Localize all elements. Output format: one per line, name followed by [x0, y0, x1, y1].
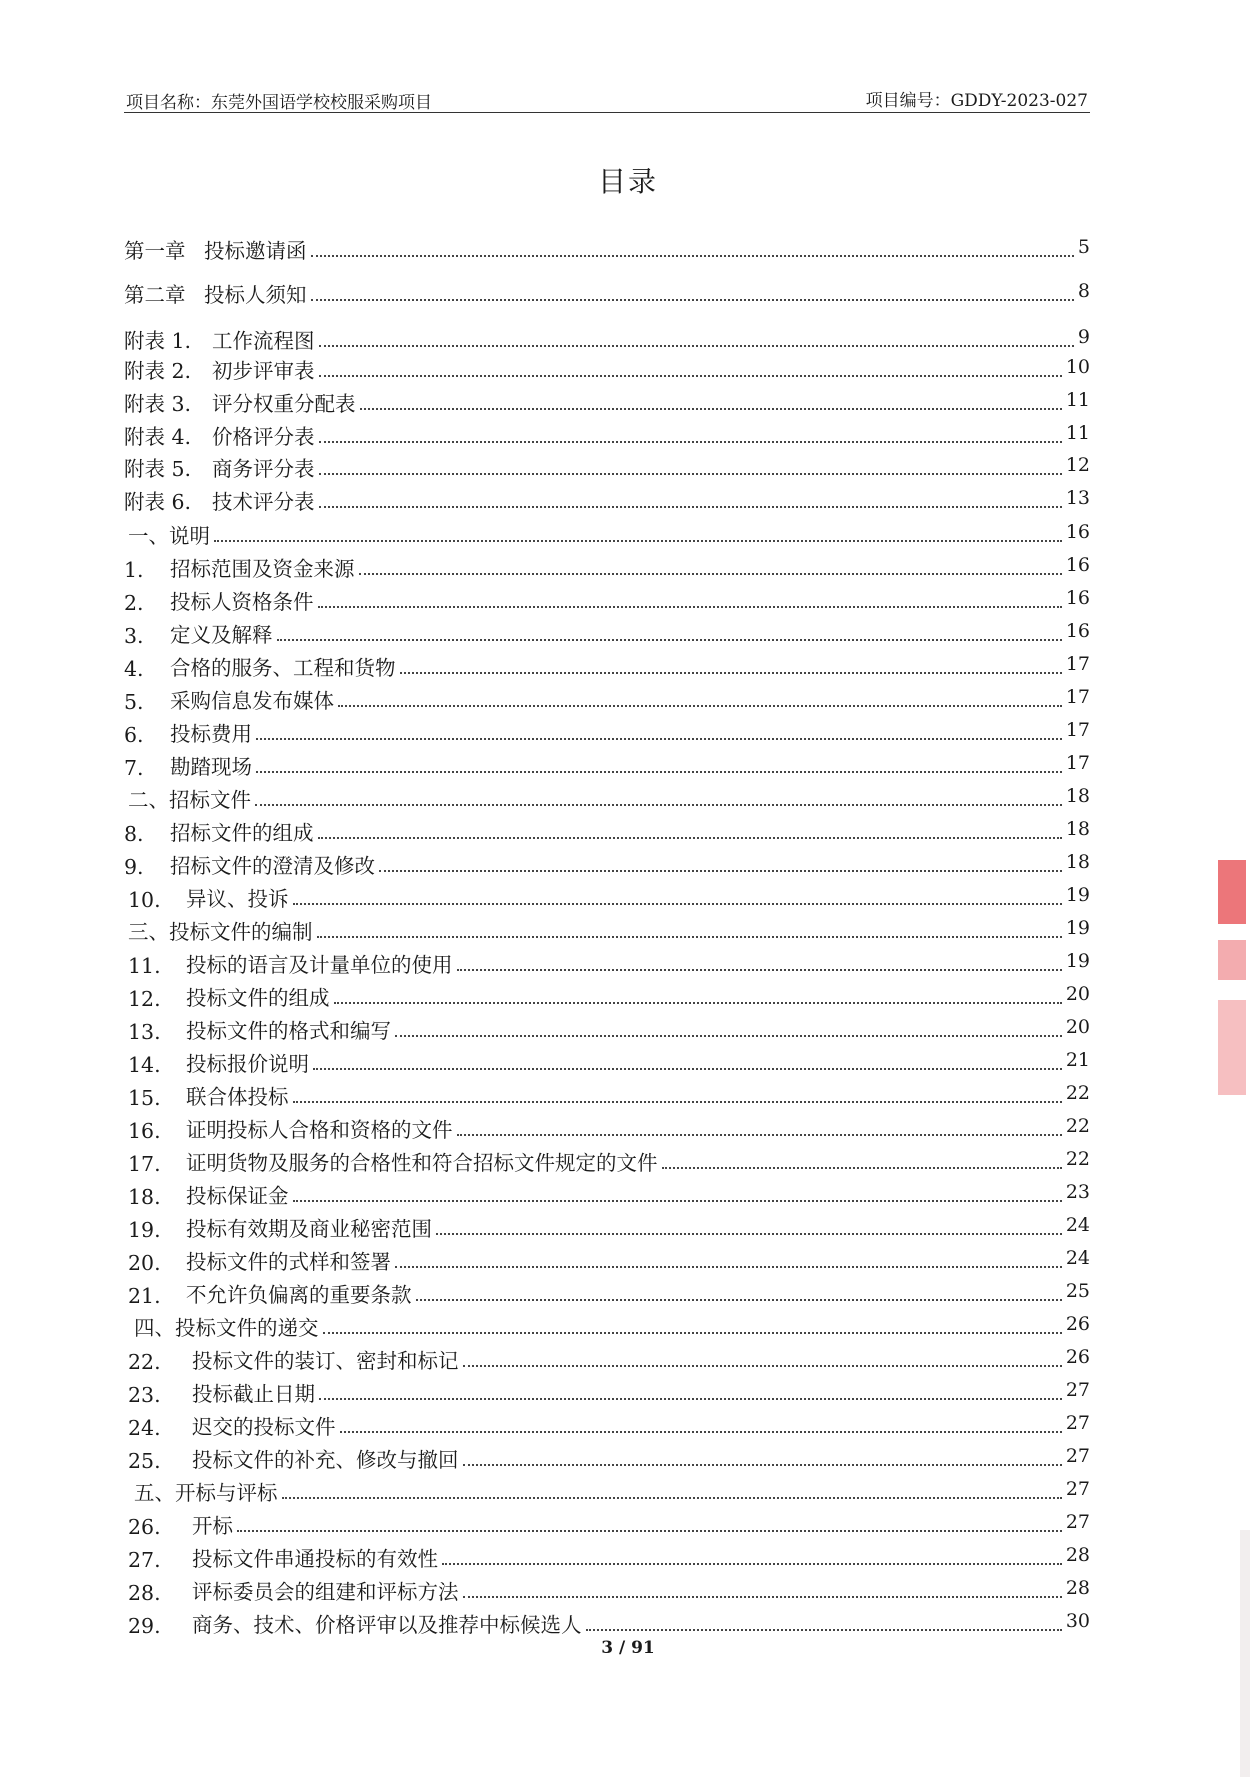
toc-page-number: 27: [1065, 1511, 1090, 1533]
toc-leader-dots: [457, 969, 1062, 971]
toc-label: 商务、技术、价格评审以及推荐中标候选人: [192, 1613, 582, 1637]
toc-entry[interactable]: [124, 948, 1090, 978]
toc-entry[interactable]: [124, 816, 1090, 846]
toc-entry[interactable]: [124, 915, 1090, 945]
toc-leader-dots: [311, 255, 1074, 257]
toc-entry[interactable]: [124, 1113, 1090, 1143]
toc-entry[interactable]: [124, 387, 1090, 417]
toc-number: 25.: [128, 1449, 161, 1473]
toc-page-number: 18: [1065, 851, 1090, 873]
toc-page-number: 5: [1077, 236, 1090, 258]
toc-page-number: 18: [1065, 818, 1090, 840]
toc-entry[interactable]: [124, 420, 1090, 450]
toc-entry[interactable]: [124, 717, 1090, 747]
toc-leader-dots: [340, 1431, 1062, 1433]
toc-entry[interactable]: [124, 618, 1090, 648]
toc-leader-dots: [338, 705, 1062, 707]
toc-page-number: 16: [1065, 620, 1090, 642]
toc-label: 招标文件的澄清及修改: [170, 854, 375, 878]
toc-label: 商务评分表: [212, 457, 315, 481]
toc-entry[interactable]: [124, 324, 1090, 354]
toc-entry[interactable]: [124, 1410, 1090, 1440]
toc-leader-dots: [319, 473, 1062, 475]
toc-label: 技术评分表: [212, 490, 315, 514]
toc-leader-dots: [319, 441, 1062, 443]
toc-number: 14.: [128, 1053, 161, 1077]
toc-entry[interactable]: [124, 1608, 1090, 1638]
red-seal-mark: [1218, 940, 1246, 980]
toc-page-number: 30: [1065, 1610, 1090, 1632]
toc-entry[interactable]: [124, 1146, 1090, 1176]
toc-number: 10.: [128, 888, 161, 912]
toc-number: 5.: [124, 690, 144, 714]
toc-page-number: 17: [1065, 653, 1090, 675]
toc-label: 投标文件串通投标的有效性: [192, 1547, 438, 1571]
toc-number: 7.: [124, 756, 144, 780]
toc-label: 证明货物及服务的合格性和符合招标文件规定的文件: [186, 1151, 658, 1175]
toc-leader-dots: [463, 1365, 1062, 1367]
toc-label: 投标文件的式样和签署: [186, 1250, 391, 1274]
toc-number: 29.: [128, 1614, 161, 1638]
toc-label: 工作流程图: [212, 329, 315, 353]
toc-page-number: 17: [1065, 719, 1090, 741]
toc-leader-dots: [293, 1101, 1062, 1103]
toc-page-number: 22: [1065, 1082, 1090, 1104]
toc-leader-dots: [442, 1563, 1062, 1565]
toc-entry[interactable]: [124, 519, 1090, 549]
toc-number: 26.: [128, 1515, 161, 1539]
toc-label: 评标委员会的组建和评标方法: [192, 1580, 459, 1604]
toc-leader-dots: [360, 408, 1062, 410]
toc-label: 价格评分表: [212, 425, 315, 449]
toc-label: 投标文件的装订、密封和标记: [192, 1349, 459, 1373]
toc-page-number: 18: [1065, 785, 1090, 807]
toc-label: 开标: [192, 1514, 233, 1538]
toc-entry[interactable]: [124, 684, 1090, 714]
scan-edge: [1240, 1530, 1250, 1777]
toc-label: 五、开标与评标: [134, 1481, 278, 1505]
toc-page-number: 16: [1065, 587, 1090, 609]
toc-page-number: 22: [1065, 1115, 1090, 1137]
toc-page-number: 27: [1065, 1412, 1090, 1434]
toc-entry[interactable]: [124, 1542, 1090, 1572]
toc-number: 12.: [128, 987, 161, 1011]
toc-label: 投标保证金: [186, 1184, 289, 1208]
toc-number: 1.: [124, 558, 144, 582]
toc-page-number: 27: [1065, 1478, 1090, 1500]
toc-leader-dots: [319, 375, 1062, 377]
toc-label: 投标截止日期: [192, 1382, 315, 1406]
toc-page-number: 19: [1065, 884, 1090, 906]
toc-page-number: 17: [1065, 752, 1090, 774]
toc-label: 投标人须知: [204, 283, 307, 307]
toc-leader-dots: [395, 1266, 1062, 1268]
page-title: 目录: [597, 165, 658, 198]
toc-entry[interactable]: [124, 1047, 1090, 1077]
toc-leader-dots: [282, 1497, 1062, 1499]
toc-number: 19.: [128, 1218, 161, 1242]
toc-label: 投标邀请函: [204, 239, 307, 263]
toc-leader-dots: [237, 1530, 1062, 1532]
toc-number: 24.: [128, 1416, 161, 1440]
toc-leader-dots: [395, 1035, 1062, 1037]
toc-number: 21.: [128, 1284, 161, 1308]
toc-label: 投标的语言及计量单位的使用: [186, 953, 453, 977]
toc-entry[interactable]: [124, 1212, 1090, 1242]
toc-leader-dots: [313, 1068, 1062, 1070]
toc-entry[interactable]: [124, 882, 1090, 912]
toc-label: 投标报价说明: [186, 1052, 309, 1076]
toc-page-number: 13: [1065, 487, 1090, 509]
toc-page-number: 16: [1065, 521, 1090, 543]
toc-page-number: 8: [1077, 280, 1090, 302]
toc-page-number: 24: [1065, 1214, 1090, 1236]
toc-label: 证明投标人合格和资格的文件: [186, 1118, 453, 1142]
toc-number: 16.: [128, 1119, 161, 1143]
toc-entry[interactable]: [124, 783, 1090, 813]
toc-leader-dots: [463, 1464, 1062, 1466]
toc-leader-dots: [255, 804, 1062, 806]
toc-entry[interactable]: [124, 585, 1090, 615]
toc-number: 附表 1.: [124, 329, 192, 353]
toc-number: 附表 4.: [124, 425, 192, 449]
toc-leader-dots: [457, 1134, 1062, 1136]
project-name: 项目名称：东莞外国语学校校服采购项目: [126, 93, 432, 113]
toc-page-number: 27: [1065, 1379, 1090, 1401]
toc-number: 11.: [128, 954, 161, 978]
toc-leader-dots: [379, 870, 1062, 872]
toc-page-number: 20: [1065, 983, 1090, 1005]
toc-leader-dots: [214, 540, 1062, 542]
toc-number: 13.: [128, 1020, 161, 1044]
toc-leader-dots: [586, 1629, 1062, 1631]
toc-leader-dots: [293, 903, 1062, 905]
toc-number: 9.: [124, 855, 144, 879]
toc-entry[interactable]: [124, 354, 1090, 384]
toc-label: 定义及解释: [170, 623, 273, 647]
toc-label: 一、说明: [128, 524, 210, 548]
toc-page-number: 19: [1065, 950, 1090, 972]
toc-number: 附表 2.: [124, 359, 192, 383]
toc-number: 17.: [128, 1152, 161, 1176]
toc-page-number: 26: [1065, 1346, 1090, 1368]
toc-entry[interactable]: [124, 1080, 1090, 1110]
toc-page-number: 19: [1065, 917, 1090, 939]
toc-number: 4.: [124, 657, 144, 681]
toc-page-number: 10: [1065, 356, 1090, 378]
toc-number: 23.: [128, 1383, 161, 1407]
toc-leader-dots: [359, 573, 1062, 575]
toc-page-number: 16: [1065, 554, 1090, 576]
toc-number: 附表 5.: [124, 457, 192, 481]
toc-leader-dots: [463, 1596, 1062, 1598]
toc-entry[interactable]: [124, 1377, 1090, 1407]
toc-leader-dots: [400, 672, 1062, 674]
toc-leader-dots: [319, 506, 1062, 508]
project-code: 项目编号：GDDY-2023-027: [865, 91, 1088, 111]
toc-number: 27.: [128, 1548, 161, 1572]
toc-leader-dots: [662, 1167, 1062, 1169]
toc-number: 3.: [124, 624, 144, 648]
toc-leader-dots: [311, 299, 1074, 301]
toc-entry[interactable]: [124, 981, 1090, 1011]
toc-leader-dots: [317, 936, 1062, 938]
toc-label: 采购信息发布媒体: [170, 689, 334, 713]
red-seal-mark: [1218, 1000, 1246, 1095]
toc-label: 评分权重分配表: [212, 392, 356, 416]
toc-leader-dots: [319, 345, 1074, 347]
toc-leader-dots: [323, 1332, 1062, 1334]
toc-label: 投标费用: [170, 722, 252, 746]
toc-page-number: 20: [1065, 1016, 1090, 1038]
toc-leader-dots: [277, 639, 1062, 641]
toc-entry[interactable]: [124, 452, 1090, 482]
toc-entry[interactable]: [124, 552, 1090, 582]
toc-page-number: 11: [1065, 389, 1090, 411]
toc-label: 投标文件的格式和编写: [186, 1019, 391, 1043]
toc-number: 附表 3.: [124, 392, 192, 416]
toc-entry[interactable]: [124, 485, 1090, 515]
toc-page-number: 25: [1065, 1280, 1090, 1302]
toc-number: 6.: [124, 723, 144, 747]
toc-entry[interactable]: [124, 1509, 1090, 1539]
toc-page-number: 9: [1077, 326, 1090, 348]
toc-label: 初步评审表: [212, 359, 315, 383]
toc-label: 异议、投诉: [186, 887, 289, 911]
toc-label: 联合体投标: [186, 1085, 289, 1109]
toc-label: 四、投标文件的递交: [134, 1316, 319, 1340]
toc-entry[interactable]: [124, 1443, 1090, 1473]
toc-entry[interactable]: [124, 1014, 1090, 1044]
toc-label: 迟交的投标文件: [192, 1415, 336, 1439]
toc-entry[interactable]: [124, 1179, 1090, 1209]
toc-entry[interactable]: [124, 1344, 1090, 1374]
toc-label: 招标范围及资金来源: [170, 557, 355, 581]
toc-number: 22.: [128, 1350, 161, 1374]
toc-label: 投标有效期及商业秘密范围: [186, 1217, 432, 1241]
toc-leader-dots: [256, 738, 1062, 740]
toc-label: 投标文件的组成: [186, 986, 330, 1010]
toc-entry[interactable]: [124, 651, 1090, 681]
toc-number: 18.: [128, 1185, 161, 1209]
toc-leader-dots: [436, 1233, 1062, 1235]
toc-leader-dots: [319, 1398, 1062, 1400]
toc-page-number: 28: [1065, 1577, 1090, 1599]
toc-leader-dots: [318, 837, 1062, 839]
toc-page-number: 27: [1065, 1445, 1090, 1467]
toc-number: 8.: [124, 822, 144, 846]
toc-page-number: 11: [1065, 422, 1090, 444]
toc-leader-dots: [256, 771, 1062, 773]
toc-page-number: 23: [1065, 1181, 1090, 1203]
toc-page-number: 21: [1065, 1049, 1090, 1071]
toc-label: 合格的服务、工程和货物: [170, 656, 396, 680]
toc-page-number: 12: [1065, 454, 1090, 476]
toc-entry[interactable]: [124, 750, 1090, 780]
toc-number: 第一章: [124, 239, 186, 263]
toc-leader-dots: [318, 606, 1062, 608]
toc-entry[interactable]: [124, 1245, 1090, 1275]
toc-number: 20.: [128, 1251, 161, 1275]
toc-number: 2.: [124, 591, 144, 615]
toc-leader-dots: [334, 1002, 1062, 1004]
toc-label: 招标文件的组成: [170, 821, 314, 845]
toc-entry[interactable]: [124, 278, 1090, 308]
toc-page-number: 17: [1065, 686, 1090, 708]
toc-label: 三、投标文件的编制: [128, 920, 313, 944]
toc-label: 勘踏现场: [170, 755, 252, 779]
toc-page-number: 28: [1065, 1544, 1090, 1566]
toc-label: 投标人资格条件: [170, 590, 314, 614]
toc-number: 15.: [128, 1086, 161, 1110]
red-seal-mark: [1218, 860, 1246, 924]
toc-number: 附表 6.: [124, 490, 192, 514]
toc-label: 投标文件的补充、修改与撤回: [192, 1448, 459, 1472]
toc-entry[interactable]: [124, 1311, 1090, 1341]
toc-number: 28.: [128, 1581, 161, 1605]
toc-leader-dots: [293, 1200, 1062, 1202]
toc-entry[interactable]: [124, 234, 1090, 264]
toc-label: 不允许负偏离的重要条款: [186, 1283, 412, 1307]
toc-label: 二、招标文件: [128, 788, 251, 812]
toc-number: 第二章: [124, 283, 186, 307]
toc-entry[interactable]: [124, 1278, 1090, 1308]
toc-page-number: 24: [1065, 1247, 1090, 1269]
toc-entry[interactable]: [124, 1575, 1090, 1605]
toc-entry[interactable]: [124, 849, 1090, 879]
page-number: 3 / 91: [601, 1638, 655, 1658]
toc-entry[interactable]: [124, 1476, 1090, 1506]
toc-leader-dots: [416, 1299, 1062, 1301]
toc-page-number: 22: [1065, 1148, 1090, 1170]
page-header: [124, 84, 1090, 113]
toc-page-number: 26: [1065, 1313, 1090, 1335]
